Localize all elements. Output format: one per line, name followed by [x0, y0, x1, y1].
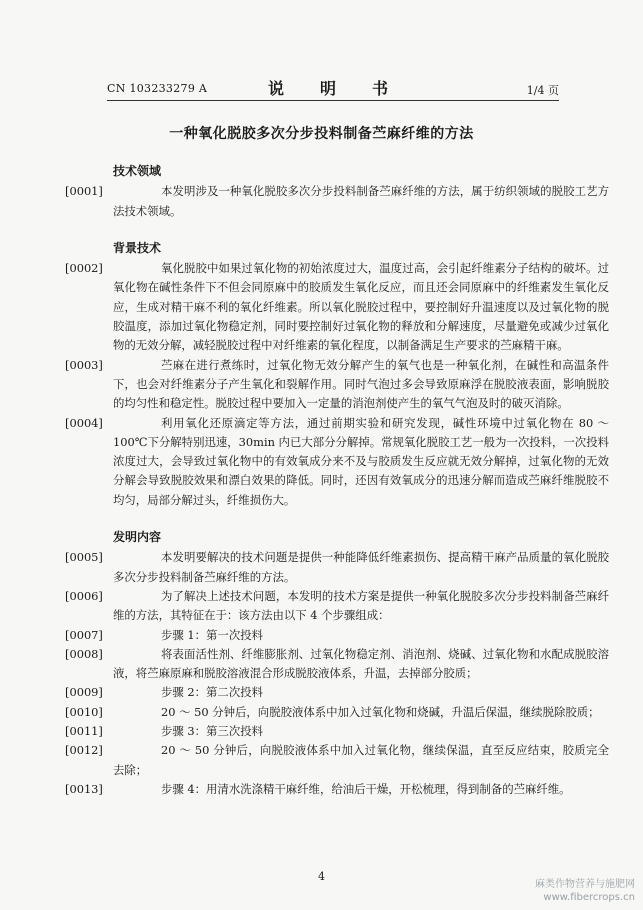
section-heading: 发明内容 [113, 530, 162, 545]
paragraph [65, 722, 609, 741]
paragraph-number: [0006] [65, 588, 103, 603]
watermark-line-1: 麻类作物营养与施肥网 [535, 879, 635, 890]
paragraph [65, 645, 609, 684]
watermark [535, 878, 635, 904]
paragraph [65, 259, 609, 355]
paragraph-text: 将表面活性剂、纤维膨胀剂、过氧化物稳定剂、消泡剂、烧碱、过氧化物和水配成脱胶溶液，将苎麻原麻和脱胶溶液混合形成脱胶液体系，升温，去掉部分胶质； [113, 646, 609, 681]
paragraph-number: [0007] [65, 627, 103, 642]
paragraph-number: [0002] [65, 261, 103, 276]
paragraph [65, 780, 609, 799]
paragraph [65, 182, 609, 221]
paragraph-number: [0008] [65, 646, 103, 661]
paragraph [65, 703, 609, 722]
paragraph-number: [0005] [65, 550, 103, 565]
paragraph-number: [0013] [65, 781, 103, 796]
section-heading: 背景技术 [113, 240, 162, 255]
paragraph-number: [0001] [65, 184, 103, 199]
paragraph-text: 步骤 1：第一次投料 [161, 627, 263, 642]
header-title: 说 明 书 [267, 79, 398, 98]
paragraph-text: 本发明涉及一种氧化脱胶多次分步投料制备苎麻纤维的方法，属于纺织领域的脱胶工艺方法技术领域。 [113, 184, 609, 218]
document-title: 一种氧化脱胶多次分步投料制备苎麻纤维的方法 [169, 126, 474, 142]
paragraph [65, 414, 609, 510]
paragraph-text: 苎麻在进行煮练时，过氧化物无效分解产生的氧气也是一种氧化剂，在碱性和高温条件下，也会对纤维素分子产生氧化和裂解作用。同时气泡过多会导致原麻浮在脱胶液表面，影响脱胶的均匀性和稳定性。脱胶过程中要加入一定量的消泡剂使产生的氧气气泡及时的破灭消除。 [113, 357, 609, 411]
paragraph-text: 步骤 4：用清水洗涤精干麻纤维，给油后干燥，开松梳理，得到制备的苎麻纤维。 [161, 781, 571, 796]
section-gap [113, 221, 609, 233]
paragraph-text: 步骤 3：第三次投料 [161, 724, 263, 739]
paragraph [65, 587, 609, 626]
paragraph [65, 548, 609, 587]
paragraph-text: 利用氧化还原滴定等方法，通过前期实验和研究发现，碱性环境中过氧化物在 80 ～ 100℃下分解特别迅速，30min 内已大部分分解掉。常规氧化脱胶工艺一般为一次投料，一次投料浓度过大，会导致过氧化物中的有效氧成分来不及与胶质发生反应就无效分解掉，过氧化物的无效分解会导致脱胶效果和漂白效果的降低。同时，还因有效氧成分的迅速分解而造成苎麻纤维脱胶不均匀，局部分解过头，纤维损伤大。 [113, 415, 609, 507]
page-indicator: 1/4 页 [526, 84, 559, 97]
paragraph-text: 氧化脱胶中如果过氧化物的初始浓度过大，温度过高，会引起纤维素分子结构的破坏。过氧化物在碱性条件下不但会同原麻中的胶质发生氧化反应，而且还会同原麻中的纤维素发生氧化反应，生成对精干麻不利的氧化纤维素。所以氧化脱胶过程中，要控制好升温速度以及过氧化物的脱胶温度，添加过氧化物稳定剂，同时要控制好过氧化物的释放和分解速度，尽量避免或减少过氧化物的无效分解，减轻脱胶过程中对纤维素的氧化程度，以制备满足生产要求的苎麻精干麻。 [113, 261, 609, 353]
paragraph-text: 20 ～ 50 分钟后，向脱胶液体系中加入过氧化物，继续保温，直至反应结束，胶质完全去除； [113, 743, 609, 777]
document-header [107, 76, 559, 98]
paragraph [65, 683, 609, 702]
header-rule [107, 100, 559, 101]
paragraph-text: 步骤 2：第二次投料 [161, 685, 263, 700]
paragraph-number: [0012] [65, 743, 103, 758]
paragraph-number: [0010] [65, 704, 103, 719]
section-heading: 技术领域 [113, 164, 162, 178]
paragraph-number: [0003] [65, 357, 103, 372]
watermark-line-2: www.fibercrops.cn [543, 892, 635, 903]
paragraph [65, 356, 609, 414]
paragraph-number: [0009] [65, 685, 103, 700]
page-number: 4 [318, 870, 325, 883]
paragraph-number: [0011] [65, 724, 103, 739]
paragraph-text: 20 ～ 50 分钟后，向脱胶液体系中加入过氧化物和烧碱，升温后保温，继续脱除胶质； [161, 704, 600, 719]
paragraph [65, 741, 609, 780]
section-gap [113, 510, 609, 522]
patent-number: CN 103233279 A [107, 82, 208, 95]
paragraph-number: [0004] [65, 415, 103, 430]
paragraph-text: 为了解决上述技术问题，本发明的技术方案是提供一种氧化脱胶多次分步投料制备苎麻纤维的方法，其特征在于：该方法由以下 4 个步骤组成： [113, 588, 609, 623]
paragraph-text: 本发明要解决的技术问题是提供一种能降低纤维素损伤、提高精干麻产品质量的氧化脱胶多次分步投料制备苎麻纤维的方法。 [113, 550, 609, 584]
paragraph [65, 626, 609, 645]
document-body [65, 156, 609, 799]
